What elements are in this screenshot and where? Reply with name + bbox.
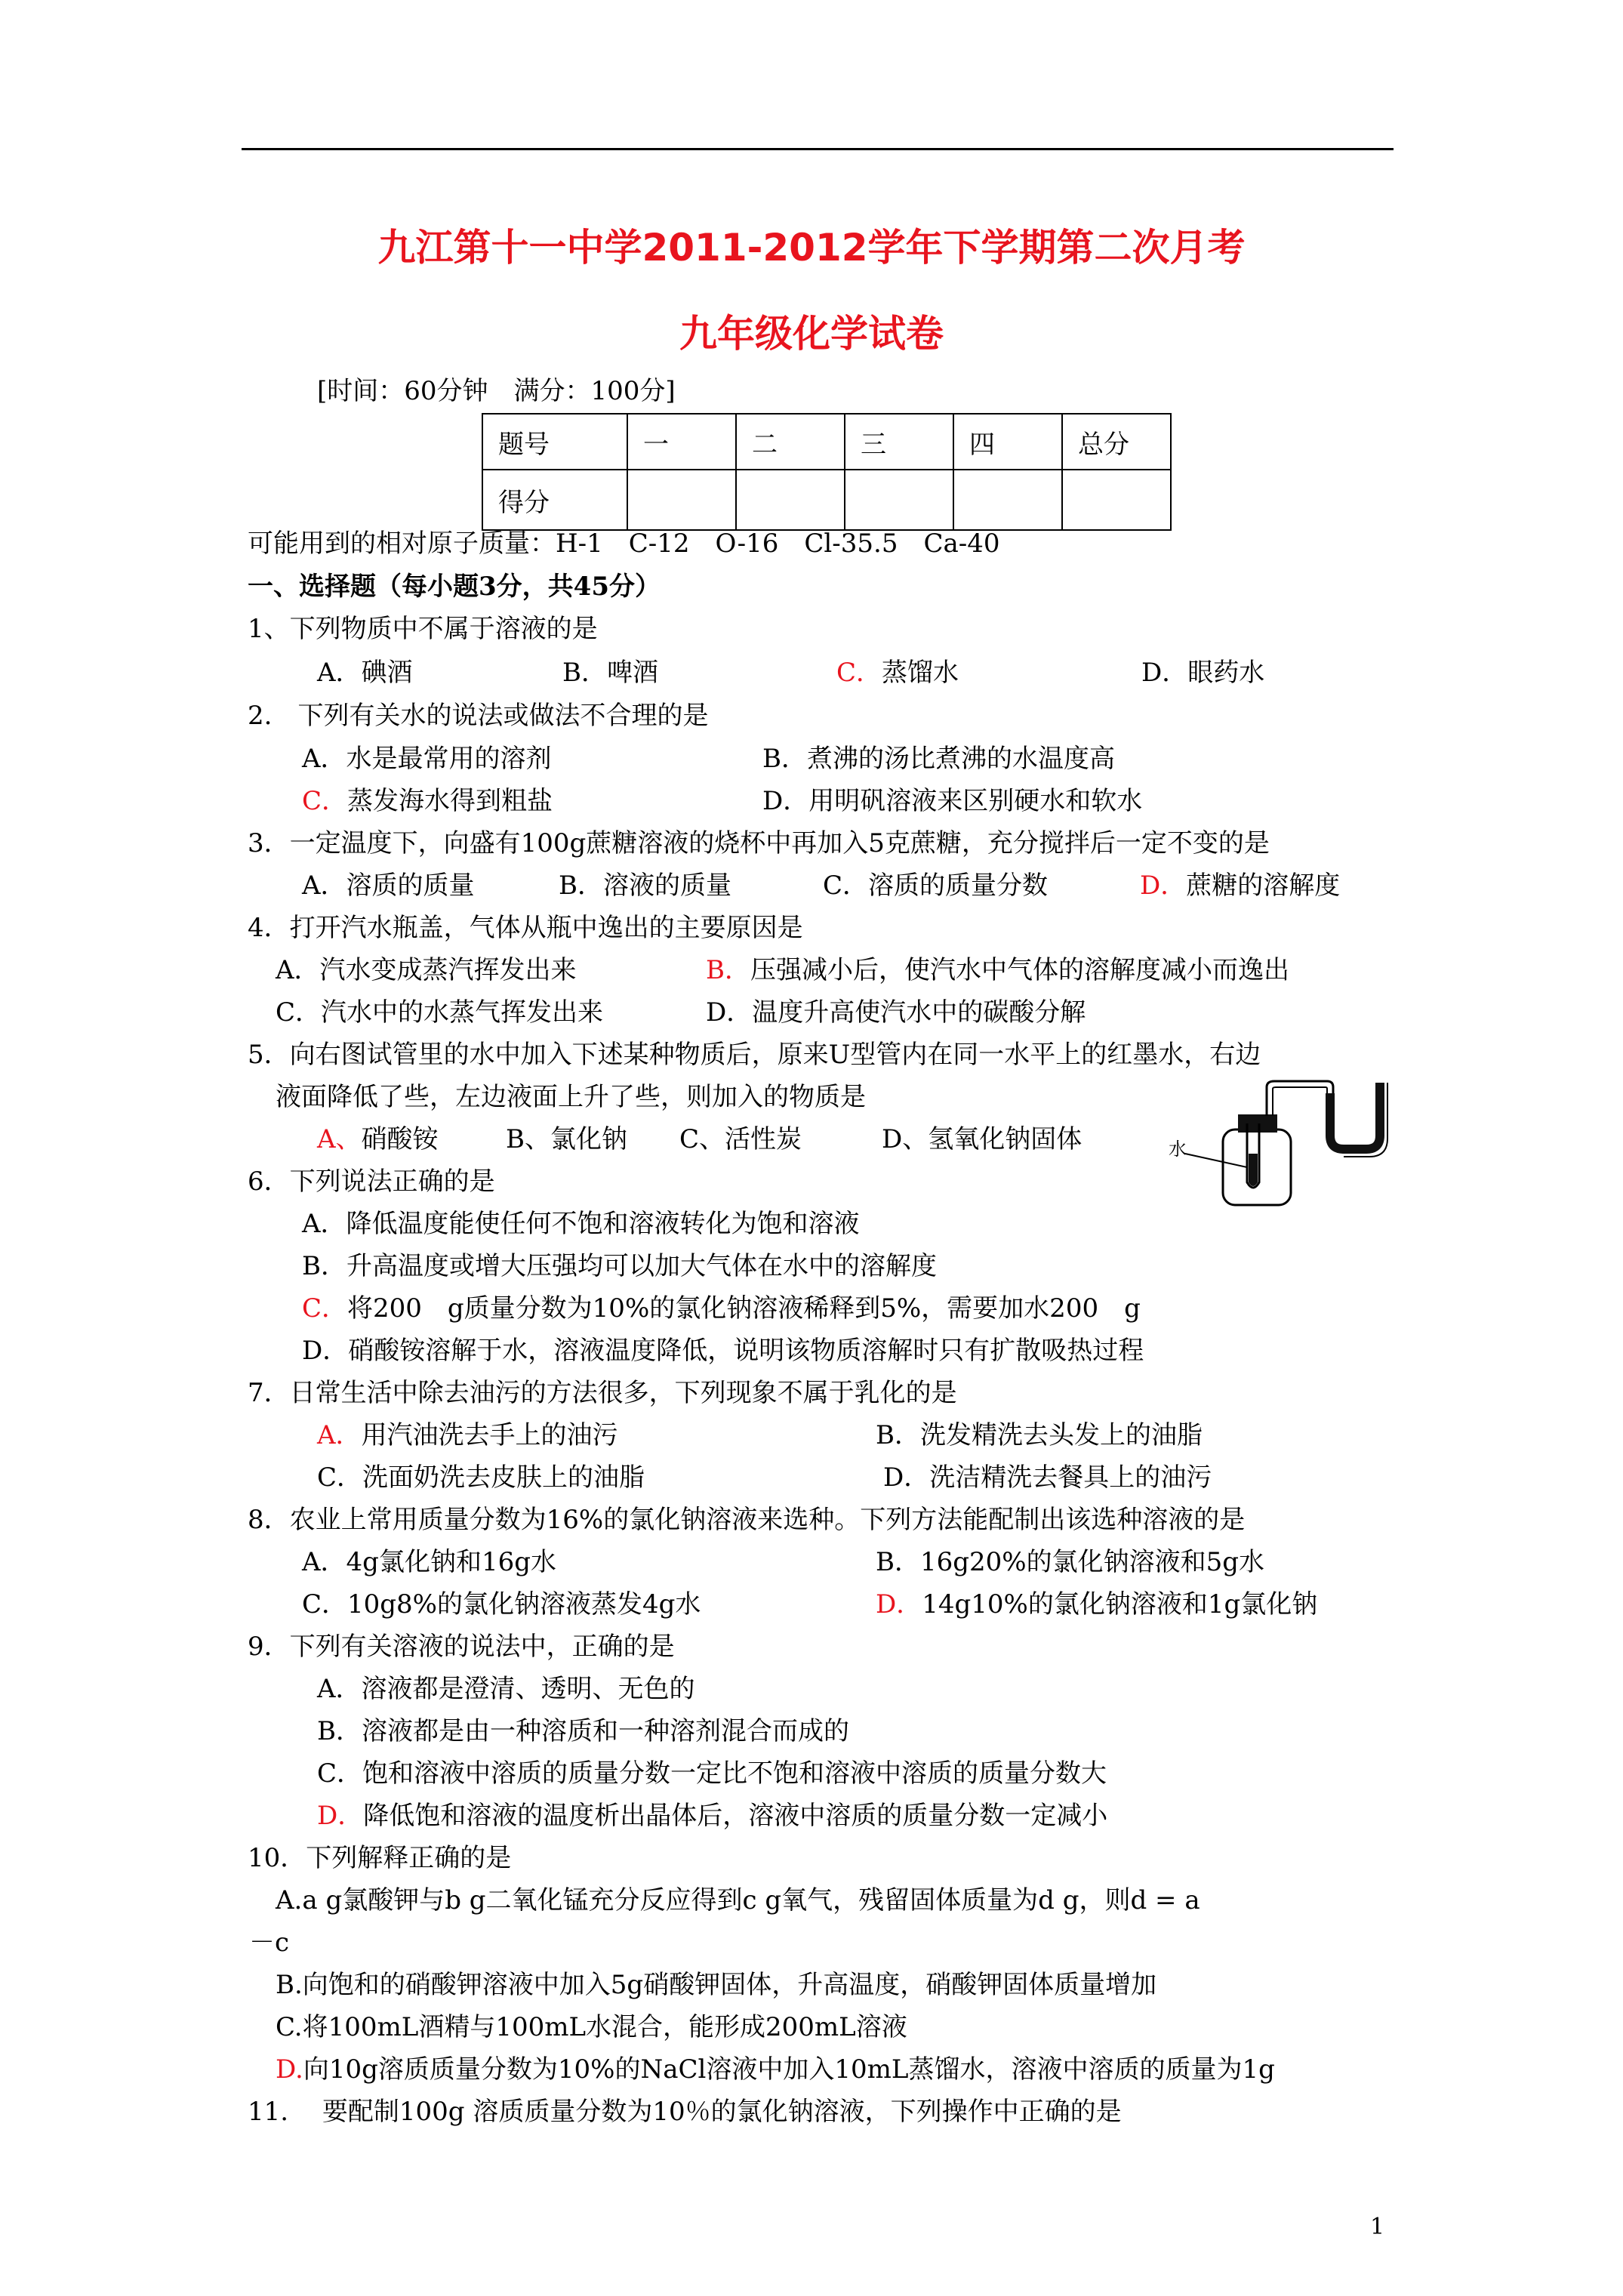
q5-option-c: C、活性炭: [679, 1124, 802, 1154]
question-8-stem: 8．农业上常用质量分数为16%的氯化钠溶液来选种。下列方法能配制出该选种溶液的是: [248, 1505, 1246, 1535]
q2-option-a: A．水是最常用的溶剂: [302, 744, 552, 774]
question-1-stem: 1、下列物质中不属于溶液的是: [248, 614, 598, 644]
question-9-stem: 9．下列有关溶液的说法中，正确的是: [248, 1632, 675, 1662]
question-7-stem: 7．日常生活中除去油污的方法很多，下列现象不属于乳化的是: [248, 1378, 957, 1408]
section-1-title: 一、选择题（每小题3分，共45分）: [248, 572, 661, 602]
connecting-tube: [1267, 1081, 1333, 1116]
q10-option-a: A.a g氯酸钾与b g二氧化锰充分反应得到c g氧气，残留固体质量为d g，则d = a: [276, 1885, 1200, 1915]
q8-option-c: C．10g8%的氯化钠溶液蒸发4g水: [302, 1589, 701, 1620]
score-table: [482, 413, 1172, 531]
q2-option-b: B．煮沸的汤比煮沸的水温度高: [762, 744, 1115, 774]
answer-marker: A、: [317, 1124, 362, 1154]
question-5-stem: 5．向右图试管里的水中加入下述某种物质后，原来U型管内在同一水平上的红墨水，右边: [248, 1040, 1261, 1070]
q4-option-c: C．汽水中的水蒸气挥发出来: [276, 997, 604, 1028]
answer-marker: D．: [317, 1801, 364, 1831]
score-table-score-row: [482, 470, 1171, 530]
answer-marker: D．: [876, 1589, 922, 1620]
question-10-stem: 10．下列解释正确的是: [248, 1843, 512, 1873]
u-tube-apparatus-diagram: [1169, 1078, 1395, 1214]
q10-option-b: B.向饱和的硝酸钾溶液中加入5g硝酸钾固体，升高温度，硝酸钾固体质量增加: [276, 1970, 1157, 2000]
score-header-cell: 二: [736, 414, 845, 470]
q3-option-c: C．溶质的质量分数: [823, 871, 1049, 901]
score-header-cell: 一: [627, 414, 736, 470]
question-2-stem: 2. 下列有关水的说法或做法不合理的是: [248, 701, 709, 731]
score-header-cell: 三: [845, 414, 953, 470]
q6-option-c: C．将200 g质量分数为10%的氯化钠溶液稀释到5%，需要加水200 g: [302, 1293, 1141, 1324]
label-pointer: [1185, 1154, 1247, 1167]
q2-option-d: D．用明矾溶液来区别硬水和软水: [762, 786, 1143, 816]
score-cell: [736, 470, 845, 530]
score-header-cell: 题号: [482, 414, 627, 470]
header-rule: [242, 148, 1394, 150]
q8-option-d: D．14g10%的氯化钠溶液和1g氯化钠: [876, 1589, 1318, 1620]
test-tube-water: [1249, 1154, 1258, 1186]
exam-title: 九江第十一中学2011-2012学年下学期第二次月考: [377, 226, 1246, 270]
question-3-stem: 3．一定温度下，向盛有100g蔗糖溶液的烧杯中再加入5克蔗糖，充分搅拌后一定不变的是: [248, 828, 1270, 858]
q9-option-b: B．溶液都是由一种溶质和一种溶剂混合而成的: [317, 1716, 849, 1746]
page-number: 1: [1370, 2214, 1385, 2240]
q4-option-d: D．温度升高使汽水中的碳酸分解: [706, 997, 1086, 1028]
answer-marker: C．: [302, 786, 348, 816]
q8-option-a: A．4g氯化钠和16g水: [302, 1547, 556, 1577]
question-6-stem: 6．下列说法正确的是: [248, 1166, 495, 1197]
u-tube: [1330, 1083, 1380, 1149]
q3-option-a: A．溶质的质量: [302, 871, 475, 901]
answer-marker: B．: [706, 955, 750, 985]
atomic-masses: 可能用到的相对原子质量：H-1 C-12 O-16 Cl-35.5 Ca-40: [248, 529, 1000, 559]
q7-option-d: D．洗洁精洗去餐具上的油污: [883, 1462, 1212, 1493]
score-header-cell: 四: [953, 414, 1062, 470]
exam-info: [时间：60分钟 满分：100分]: [317, 376, 676, 406]
q5-option-d: D、氢氧化钠固体: [882, 1124, 1083, 1154]
q1-option-d: D．眼药水: [1141, 658, 1265, 688]
answer-marker: D.: [276, 2054, 303, 2085]
q5-option-a: A、硝酸铵: [317, 1124, 439, 1154]
answer-marker: A．: [317, 1420, 362, 1450]
q6-option-b: B．升高温度或增大压强均可以加大气体在水中的溶解度: [302, 1251, 937, 1281]
q10-option-d: D.向10g溶质质量分数为10%的NaCl溶液中加入10mL蒸馏水，溶液中溶质的质量为1g: [276, 2054, 1275, 2085]
q1-option-a: A．碘酒: [317, 658, 413, 688]
q10-option-a-continued: －c: [249, 1928, 290, 1958]
q8-option-b: B．16g20%的氯化钠溶液和5g水: [876, 1547, 1264, 1577]
q3-option-b: B．溶液的质量: [559, 871, 731, 901]
q4-option-a: A．汽水变成蒸汽挥发出来: [276, 955, 577, 985]
q9-option-d: D．降低饱和溶液的温度析出晶体后，溶液中溶质的质量分数一定减小: [317, 1801, 1108, 1831]
q1-option-c: C．蒸馏水: [836, 658, 959, 688]
q4-option-b: B．压强减小后，使汽水中气体的溶解度减小而逸出: [706, 955, 1289, 985]
score-cell: [845, 470, 953, 530]
answer-marker: C．: [302, 1293, 348, 1324]
q9-option-c: C．饱和溶液中溶质的质量分数一定比不饱和溶液中溶质的质量分数大: [317, 1758, 1107, 1789]
score-cell: [627, 470, 736, 530]
exam-subtitle: 九年级化学试卷: [679, 312, 944, 356]
q2-option-c: C．蒸发海水得到粗盐: [302, 786, 553, 816]
water-label: 水: [1169, 1139, 1187, 1160]
stopper: [1238, 1114, 1277, 1133]
q3-option-d: D．蔗糖的溶解度: [1140, 871, 1341, 901]
q10-option-c: C.将100mL酒精与100mL水混合，能形成200mL溶液: [276, 2012, 907, 2042]
answer-marker: C．: [836, 658, 882, 688]
q1-option-b: B．啤酒: [562, 658, 658, 688]
score-header-cell: 总分: [1062, 414, 1171, 470]
answer-marker: D．: [1140, 871, 1187, 901]
score-cell: [1062, 470, 1171, 530]
score-table-header-row: [482, 414, 1171, 470]
q6-option-d: D．硝酸铵溶解于水，溶液温度降低，说明该物质溶解时只有扩散吸热过程: [302, 1336, 1144, 1366]
q7-option-b: B．洗发精洗去头发上的油脂: [876, 1420, 1203, 1450]
q7-option-a: A．用汽油洗去手上的油污: [317, 1420, 618, 1450]
q5-option-b: B、氯化钠: [506, 1124, 627, 1154]
question-4-stem: 4．打开汽水瓶盖，气体从瓶中逸出的主要原因是: [248, 913, 803, 943]
score-row-label: 得分: [482, 470, 627, 530]
question-5-stem-continued: 液面降低了些，左边液面上升了些，则加入的物质是: [276, 1082, 866, 1112]
q6-option-a: A．降低温度能使任何不饱和溶液转化为饱和溶液: [302, 1209, 860, 1239]
score-cell: [953, 470, 1062, 530]
q9-option-a: A．溶液都是澄清、透明、无色的: [317, 1674, 695, 1704]
q7-option-c: C．洗面奶洗去皮肤上的油脂: [317, 1462, 645, 1493]
question-11-stem: 11. 要配制100g 溶质质量分数为10％的氯化钠溶液，下列操作中正确的是: [248, 2097, 1122, 2127]
